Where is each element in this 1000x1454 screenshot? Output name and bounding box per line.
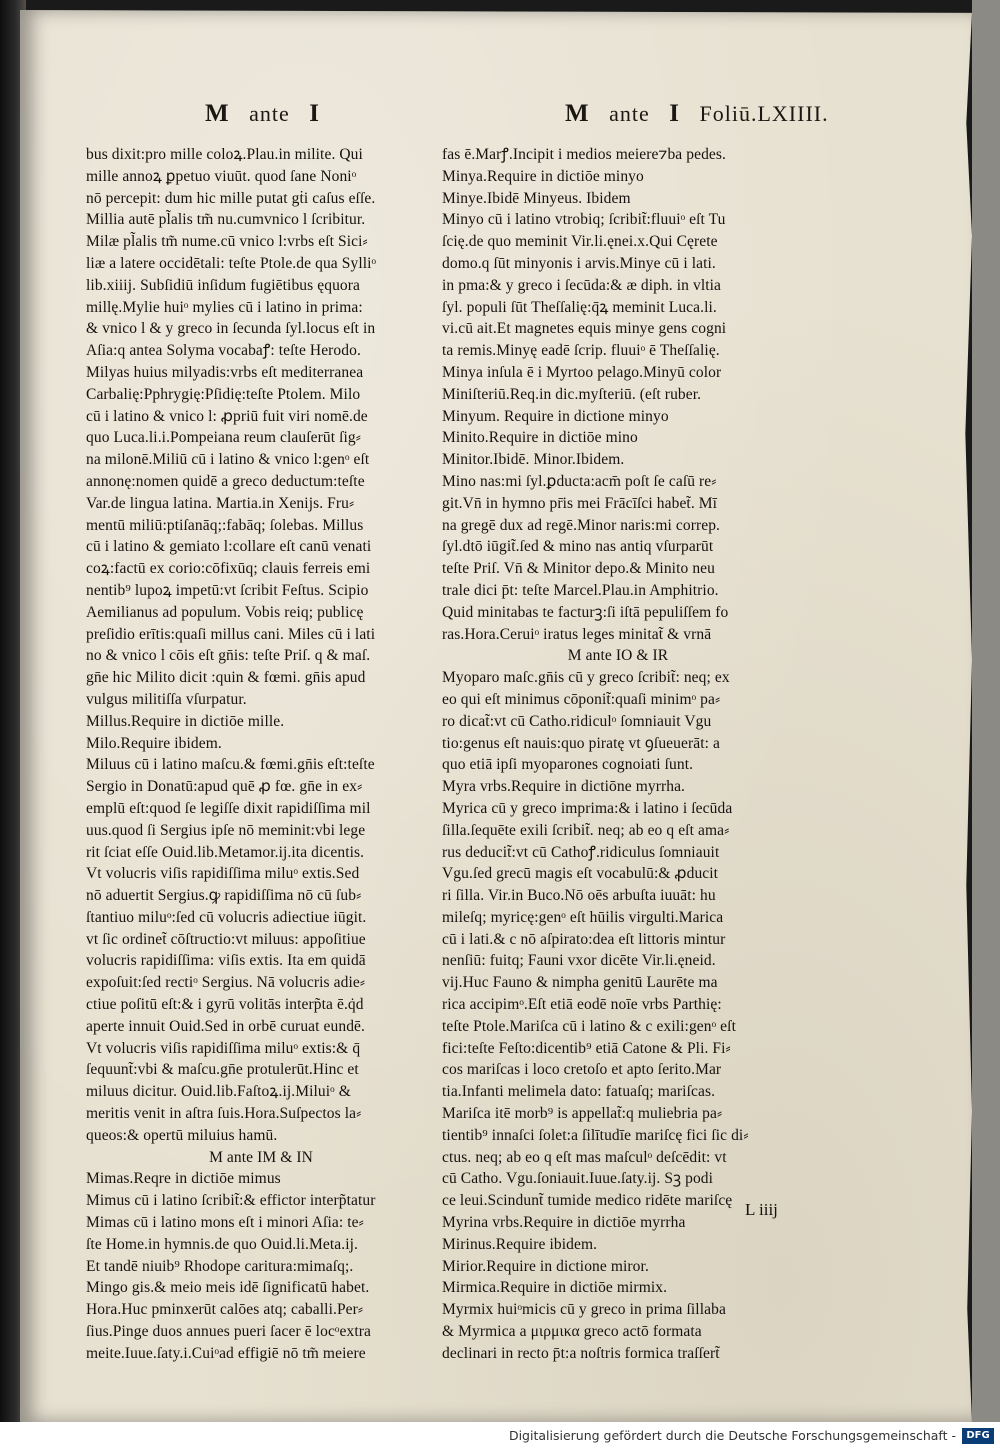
text-line: Aemilianus ad populum. Vobis reiq; publicę — [86, 603, 364, 621]
text-line: Et tandē niuib⁹ Rhodope caritura:mimaſq;. — [86, 1257, 354, 1275]
text-line: emplū eſt:quod ſe legiſſe dixit rapidiſſima mil — [86, 799, 371, 817]
text-line: quo Luca.li.i.Pompeiana reum clauſerūt ſig⸗ — [86, 429, 362, 447]
text-line: git.Vn̄ in hymno pr̄is mei Frācīſci habet̃. Mī — [442, 494, 718, 512]
text-line: teſte Ptole.Mariſca cū i latino & c exili:genᵒ eſt — [442, 1017, 736, 1035]
text-line: Mirior.Require in dictione miror. — [442, 1257, 649, 1275]
text-line: quo etiā ipſi myoparones cognoiati ſunt. — [442, 756, 694, 774]
text-line: Millus.Require in dictiōe mille. — [86, 712, 285, 730]
text-line: ce leui.Scindunt̃ tumide medico ridēte mariſcę — [442, 1192, 733, 1210]
text-column-left — [86, 144, 436, 1365]
text-line: meite.Iuue.ſaty.i.Cuiᵒad effigiē nō tm̃ meiere — [86, 1344, 366, 1362]
text-line: M ante IO & IR — [567, 647, 669, 665]
text-line: in pma:& y greco i ſecūda:& æ diph. in vltia — [442, 276, 722, 294]
text-line: tio:genus eſt nauis:quo piratę vt ꝯſueuerāt: a — [442, 734, 720, 752]
text-line: Minyo cū i latino vtrobiq; ſcribit̃:fluuiᵒ eſt Tu — [442, 211, 726, 229]
text-line: teſte Priſ. Vn̄ & Minitor depo.& Minito neu — [442, 560, 715, 578]
text-line: M ante IM & IN — [209, 1148, 313, 1166]
text-line: preſidio erītis:quaſi millus cani. Miles cū i lati — [86, 625, 376, 643]
text-line: Minito.Require in dictiōe mino — [442, 429, 638, 447]
text-line: Sergio in Donatū:apud quē ꝓ fœ. gn̄e in ex⸗ — [86, 778, 363, 796]
text-line: Miniſteriū.Req.in dic.myſteriū. (eſt ruber. — [442, 385, 702, 403]
text-line: Myrina vrbs.Require in dictiōe myrrha — [442, 1214, 686, 1232]
text-line: declinari in recto p̄t:a noſtris formica traſſert̃ — [442, 1344, 720, 1362]
page-header-right: M ante I Foliū.LXIIII. — [565, 100, 829, 127]
text-line: volucris rapidiſſima: viſis extis. Ita em quidā — [86, 952, 366, 970]
text-line: ſilla.ſequēte exili ſcribit̃. neq; ab eo q eſt ama⸗ — [442, 821, 730, 839]
text-line: lib.xiiij. Subſidiū inſidum fugiētibus ęquora — [86, 276, 361, 294]
text-line: Myoparo maſc.gn̄is cū y greco ſcribit̃: neq; ex — [442, 669, 730, 687]
text-line: ri ſilla. Vir.in Buco.Nō oēs arbuſta iuuāt: hu — [442, 887, 716, 905]
text-line: no & vnico l cōis eſt gn̄is: teſte Priſ. q & maſ. — [86, 647, 371, 665]
text-line: annonę:nomen quidē a greco deductum:teſte — [86, 472, 365, 490]
text-line: mentū miliū:ptiſanāq;:fabāq; ſolebas. Millus — [86, 516, 364, 534]
text-line: cū i lati.& c nō aſpirato:dea eſt littoris mintur — [442, 930, 726, 948]
text-line: mille annoꝝ ꝑpetuo viuūt. quod ſane Noniᵒ — [86, 167, 357, 185]
text-line: expoſuit:ſed rectiᵒ Sergius. Nā volucris adie⸗ — [86, 974, 366, 992]
text-line: cos mariſcas i loco cretoſo et apto ſerito.Mar — [442, 1061, 722, 1079]
text-line: & Myrmica a μιρμικα greco actō formata — [442, 1323, 702, 1341]
text-line: nō percepit: dum hic mille putat gṫi caſus eſſe. — [86, 189, 376, 207]
text-line: nentib⁹ lupoꝝ impetū:vt ſcribit Feſtus. Scipio — [86, 581, 369, 599]
text-line: ro dicat̃:vt cū Catho.ridiculᵒ ſomniauit Vgu — [442, 712, 712, 730]
text-line: ſequunt̃:vbi & maſcu.gn̄e protulerūt.Hinc et — [86, 1061, 359, 1079]
text-line: Quid minitabas te facturꝫ:ſi iſtā pepuliſſem fo — [442, 603, 729, 621]
text-line: Milyas huius milyadis:vrbs eſt mediterranea — [86, 363, 364, 381]
text-line: Millia autē pl̃alis tm̃ nu.cumvnico l ſcribitur. — [86, 211, 366, 229]
text-line: Mirinus.Require ibidem. — [442, 1235, 598, 1253]
text-line: Mingo gis.& meio meis idē ſignificatū habet. — [86, 1279, 370, 1297]
text-line: ſte Home.in hymnis.de quo Ouid.li.Meta.ij. — [86, 1235, 358, 1253]
text-line: fas ē.Marꝭ.Incipit i medios meiere⁊ba pedes. — [442, 146, 727, 163]
text-line: Minye.Ibidē Minyeus. Ibidem — [442, 189, 631, 207]
text-line: fici:teſte Feſto:dicentib⁹ etiā Catone & Pli. Fi⸗ — [442, 1039, 731, 1057]
text-line: Mimas.Reqre in dictiōe mimus — [86, 1170, 281, 1188]
text-line: eo qui eſt minimus cōponit̃:quaſi minimᵒ pa⸗ — [442, 690, 721, 708]
scan-edge-right — [972, 0, 1000, 1422]
text-line: rit ſciat eſſe Ouid.lib.Metamor.ij.ita dicentis. — [86, 843, 365, 861]
text-line: miluus dicitur. Ouid.lib.Faſtoꝝ.ij.Miluiᵒ & — [86, 1083, 351, 1101]
text-line: ſyl.dtō iūgit̃.ſed & mino nas antiq vſurparūt — [442, 538, 714, 556]
text-line: Vt volucris viſis rapidiſſima miluᵒ extis:& q̄ — [86, 1039, 361, 1057]
text-line: Myrmix huiᵒmicis cū y greco in prima ſillaba — [442, 1301, 726, 1319]
text-line: & vnico l & y greco in ſecunda ſyl.locus eſt in — [86, 320, 376, 338]
page-header-left: M ante I — [205, 100, 320, 127]
text-line: coꝝ:factū ex corio:cōfixūq; clauis ferreis emi — [86, 560, 371, 578]
text-line: na milonē.Miliū cū i latino & vnico l:genᵒ eſt — [86, 451, 370, 469]
text-line: liæ a latere occidētali: teſte Ptole.de qua Sylliᵒ — [86, 254, 377, 272]
text-line: rus deducit̃:vt cū Cathoꝭ.ridiculus ſomniauit — [442, 843, 720, 861]
text-line: Miluus cū i latino maſcu.& fœmi.gn̄is eſt:teſte — [86, 756, 375, 774]
folio-number: Foliū.LXIIII. — [699, 101, 829, 126]
text-line: bus dixit:pro mille coloꝝ.Plau.in milite. Qui — [86, 146, 363, 163]
text-line: ſyl. populi ſūt Theſſalię:q̄ꝝ meminit Luca.li. — [442, 298, 717, 316]
text-line: vt ſic ordinet̃ cōſtructio:vt miluus: appoſitiue — [86, 930, 366, 948]
text-line: Minya inſula ē i Myrtoo pelago.Minyū color — [442, 363, 722, 381]
text-line: Minya.Require in dictiōe minyo — [442, 167, 644, 185]
text-line: Aſia:q antea Solyma vocabaꝭ: teſte Herodo. — [86, 342, 361, 360]
text-line: ctiue poſitū eſt:& i gyrū volitās interp̃ta ē.q̇d — [86, 996, 364, 1014]
text-line: vij.Huc Fauno & nimpha genitū Laurēte ma — [442, 974, 718, 992]
text-line: Minyum. Require in dictione minyo — [442, 407, 669, 425]
text-line: Mirmica.Require in dictiōe mirmix. — [442, 1279, 668, 1297]
text-line: ſius.Pinge duos annues pueri ſacer ē locᵒextra — [86, 1323, 371, 1341]
text-line: Milo.Require ibidem. — [86, 734, 222, 752]
text-line: rica accipimᵒ.Eſt etiā eodē noīe vrbs Parthię: — [442, 996, 722, 1014]
text-line: ta remis.Minyę eadē ſcrip. fluuiᵒ ē Theſſalię. — [442, 342, 720, 360]
text-line: vi.cū ait.Et magnetes equis minye gens cogni — [442, 320, 727, 338]
text-line: Myra vrbs.Require in dictiōne myrrha. — [442, 778, 686, 796]
text-line: Carbalię:Pphrygię:Pſidię:teſte Ptolem. Milo — [86, 385, 361, 403]
text-line: ctus. neq; ab eo q eſt mas maſculᵒ deſcēdit: vt — [442, 1148, 727, 1166]
text-line: na gregē dux ad regē.Minor naris:mi correp. — [442, 516, 721, 534]
signature-mark: L iiij — [745, 1200, 778, 1219]
text-line: Mino nas:mi ſyl.ꝑducta:acm̄ poſt ſe caſū re⸗ — [442, 472, 717, 490]
dfg-logo-icon: DFG — [962, 1428, 994, 1444]
text-line: nenſiū: fuitq; Fauni vxor dicēte Vir.li.ęneid. — [442, 952, 716, 970]
text-line: vulgus militiſſa vſurpatur. — [86, 690, 247, 708]
text-line: meritis venit in aſtra ſuis.Hora.Suſpectos la⸗ — [86, 1105, 362, 1123]
text-line: uus.quod ſi Sergius ipſe nō meminit:vbi lege — [86, 821, 366, 839]
text-line: trale dici p̄t: teſte Marcel.Plau.in Amphitrio. — [442, 581, 719, 599]
text-line: cū i latino & gemiato l:collare eſt canū venati — [86, 538, 372, 556]
text-line: Mimus cū i latino ſcribit̃:& effictor interp̃tatur — [86, 1192, 376, 1210]
text-line: queos:& opertū miluius hamū. — [86, 1126, 278, 1144]
text-line: nō aduertit Sergius.ꝙ rapidiſſima nō cū ſub⸗ — [86, 887, 362, 905]
text-line: Mimas cū i latino mons eſt i minori Aſia: te⸗ — [86, 1214, 364, 1232]
text-line: Hora.Huc pminxerūt calōes atq; caballi.Per⸗ — [86, 1301, 364, 1319]
text-line: ſtantiuo miluᵒ:ſed cū volucris adiectiue iūgit. — [86, 908, 367, 926]
text-line: Vgu.ſed grecū magis eſt vocabulū:& ꝓducit — [442, 865, 719, 883]
text-line: domo.q ſūt minyonis i arvis.Minye cū i lati. — [442, 254, 716, 272]
text-line: tia.Infanti melimela dato: fatuaſq; mariſcas. — [442, 1083, 716, 1101]
text-line: Milæ pl̃alis tm̃ nume.cū vnico l:vrbs eſt Sici⸗ — [86, 233, 368, 251]
text-line: Var.de lingua latina. Martia.in Xenijs. Fru⸗ — [86, 494, 355, 512]
text-line: Myrica cū y greco imprima:& i latino i ſecūda — [442, 799, 733, 817]
text-line: Mariſca itē morb⁹ is appellat̃:q muliebria pa⸗ — [442, 1105, 723, 1123]
funding-notice: Digitalisierung gefördert durch die Deutsche Forschungsgemeinschaft - — [508, 1428, 956, 1443]
text-line: tientib⁹ innaſci ſolet:a ſilītudīe mariſcę fici ſic di⸗ — [442, 1126, 749, 1144]
text-line: gn̄e hic Milito dicit :quin & fœmi. gn̄is apud — [86, 669, 366, 687]
text-line: ſcię.de quo meminit Vir.li.ęnei.x.Qui Cęrete — [442, 233, 718, 251]
text-column-right — [442, 144, 794, 1365]
text-line: cū i latino & vnico l: ꝓpriū fuit viri nomē.de — [86, 407, 368, 425]
text-line: millę.Mylie huiᵒ mylies cū i latino in prima: — [86, 298, 363, 316]
text-line: cū Catho. Vgu.ſoniauit.Iuue.ſaty.ij. Sꝫ podi — [442, 1170, 714, 1188]
text-line: mileſq; myricę:genᵒ eſt hūilis virgulti.Marica — [442, 908, 724, 926]
text-line: aperte innuit Ouid.Sed in orbē curuat eundē. — [86, 1017, 366, 1035]
text-line: Minitor.Ibidē. Minor.Ibidem. — [442, 451, 625, 469]
text-line: Vt volucris viſis rapidiſſima miluᵒ extis.Sed — [86, 865, 360, 883]
text-line: ras.Hora.Ceruiᵒ iratus leges minitat̃ & vrnā — [442, 625, 712, 643]
